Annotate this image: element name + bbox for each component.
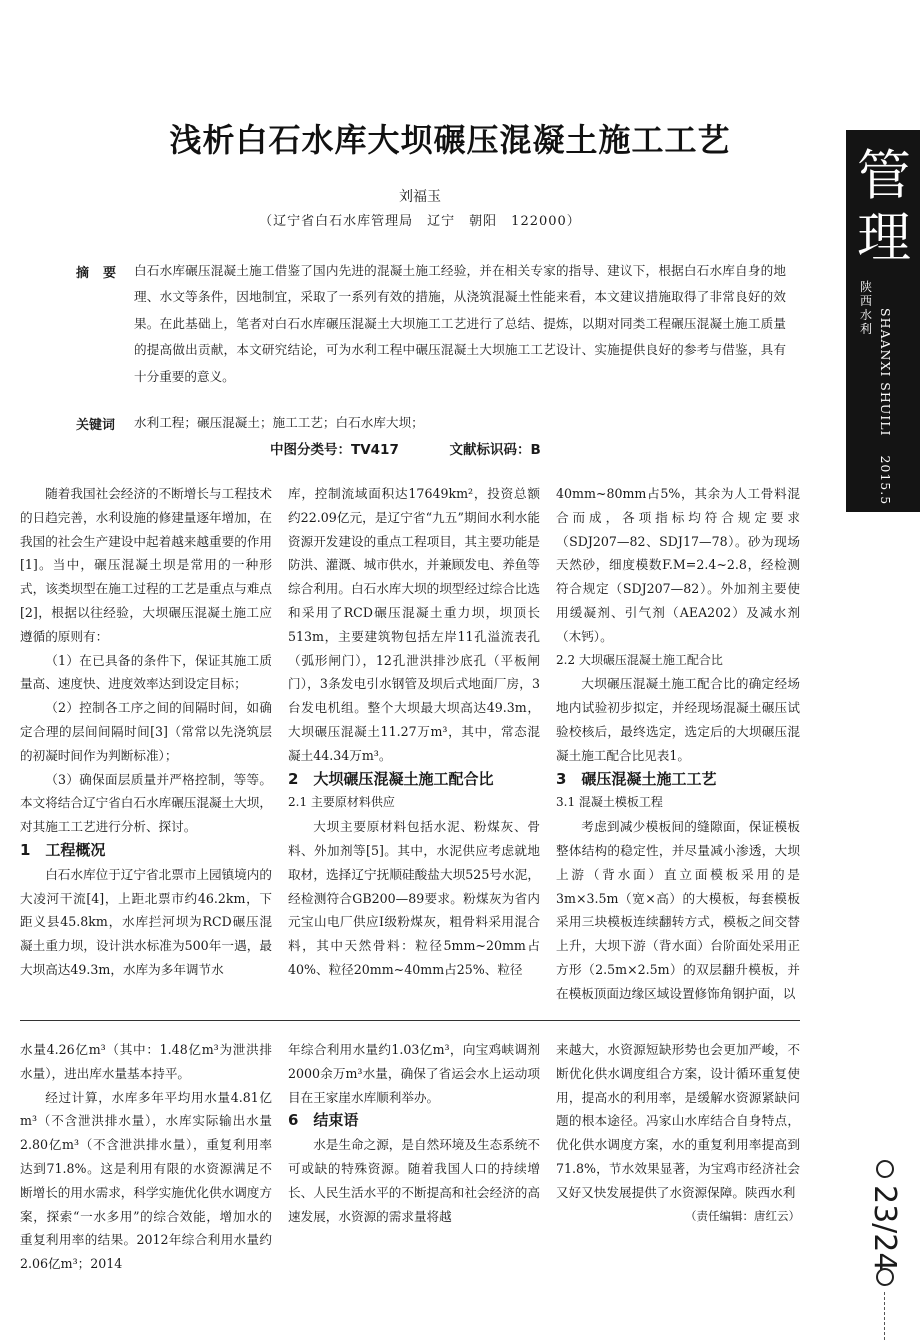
subsection-heading-3-1: 3.1 混凝土模板工程 bbox=[556, 795, 663, 810]
paragraph: 经过计算，水库多年平均用水量4.81亿m³（不含泄洪排水量），水库实际输出水量2.80亿m³（不含泄洪排水量），重复利用率达到71.8%。这是利用有限的水资源满足不断增长的用水需求，科学实施优化供水调度方案，探索“一水多用”的综合效能，增加水的重复利用率的结果。2012年综合利用水量约2.06亿m³；2014 bbox=[20, 1089, 272, 1272]
author: 刘福玉 bbox=[399, 189, 441, 205]
section-heading-6: 6 结束语 bbox=[288, 1111, 359, 1130]
section-heading-1: 1 工程概况 bbox=[20, 840, 106, 859]
journal-en-text: SHAANXI SHUILI bbox=[878, 308, 893, 437]
abstract-label: 摘要 bbox=[76, 266, 131, 281]
bottom-column-1 bbox=[20, 1038, 272, 1276]
bottom-column-2 bbox=[288, 1038, 540, 1228]
paragraph: 白石水库位于辽宁省北票市上园镇境内的大凌河干流[4]，上距北票市约46.2km，下距义县45.8km，水库拦河坝为RCD碾压混凝土重力坝，设计洪水标准为500年一遇，最大坝高达49.3m，水库为多年调节水 bbox=[20, 866, 272, 977]
clc-number: 中图分类号：TV417 bbox=[270, 442, 399, 458]
journal-char: 西 bbox=[859, 294, 872, 308]
keywords-label: 关键词 bbox=[76, 418, 116, 433]
paragraph: 考虑到减少模板间的缝隙面，保证模板整体结构的稳定性，并尽量减小渗透，大坝上游（背水面）直立面模板采用的是3m×3.5m（宽×高）的大模板，每套模板采用三块模板连续翻转方式，模板之间交替上升，大坝下游（背水面）台阶面处采用正方形（2.5m×2.5m）的双层翻升模板，并在模板顶面边缘区域设置修饰角钢护面，以 bbox=[556, 819, 800, 1001]
body-column-2 bbox=[288, 482, 540, 982]
editor-note: （责任编辑：唐红云） bbox=[685, 1208, 800, 1223]
circle-marker-icon bbox=[876, 1268, 894, 1286]
paragraph: 随着我国社会经济的不断增长与工程技术的日趋完善，水利设施的修建量逐年增加，在我国的社会生产建设中起着越来越重要的作用[1]。当中，碾压混凝土坝是常用的一种形式，该类坝型在施工过程的工艺是重点与难点[2]，根据以往经验，大坝碾压混凝土施工应遵循的原则有： bbox=[20, 486, 272, 644]
classification-line bbox=[270, 438, 541, 458]
journal-name-cn bbox=[856, 280, 876, 336]
paragraph: 库，控制流域面积达17649km²，投资总额约22.09亿元，是辽宁省“九五”期间水利水能资源开发建设的重点工程项目，其主要功能是防洪、灌溉、城市供水，并兼顾发电、养鱼等综合利用。白石水库大坝的坝型经过综合比选和采用了RCD碾压混凝土重力坝，坝顶长513m，主要建筑物包括左岸11孔溢流表孔（弧形闸门），12孔泄洪排沙底孔（平板闸门），3条发电引水钢管及坝后式地面厂房，3台发电机组。整个大坝最大坝高达49.3m，大坝碾压混凝土11.27万m³，其中，常态混凝土44.34万m³。 bbox=[288, 486, 540, 763]
paragraph: 40mm~80mm占5%，其余为人工骨料混合而成，各项指标均符合规定要求（SDJ207—82、SDJ17—78）。砂为现场天然砂，细度模数F.M=2.4~2.8，经检测符合规定（SDJ207—82）。外加剂主要使用缓凝剂、引气剂（AEA202）及减水剂（木钙）。 bbox=[556, 486, 800, 644]
paragraph: 水量4.26亿m³（其中：1.48亿m³为泄洪排水量），进出库水量基本持平。 bbox=[20, 1042, 272, 1081]
document-code: 文献标识码：B bbox=[449, 442, 541, 458]
cut-line bbox=[884, 1292, 885, 1340]
subsection-heading-2-1: 2.1 主要原材料供应 bbox=[288, 795, 395, 810]
paragraph: 大坝主要原材料包括水泥、粉煤灰、骨料、外加剂等[5]。其中，水泥供应考虑就地取材，选择辽宁抚顺硅酸盐大坝525号水泥，经检测符合GB200—89要求。粉煤灰为省内元宝山电厂供应Ⅰ级粉煤灰，粗骨料采用混合料，其中天然骨料：粒径5mm~20mm占40%、粒径20mm~40mm占25%、粒径 bbox=[288, 819, 540, 977]
keywords-text: 水利工程；碾压混凝土；施工工艺；白石水库大坝； bbox=[134, 415, 424, 430]
paragraph: 来越大，水资源短缺形势也会更加严峻，不断优化供水调度组合方案，设计循环重复使用，提高水的利用率，是缓解水资源紧缺问题的根本途径。冯家山水库结合自身特点，优化供水调度方案，水的重复利用率提高到71.8%，节水效果显著，为宝鸡市经济社会又好又快发展提供了水资源保障。陕西水利 bbox=[556, 1042, 800, 1200]
journal-name-en bbox=[878, 308, 893, 548]
affiliation: （辽宁省白石水库管理局 辽宁 朝阳 122000） bbox=[259, 214, 581, 229]
paragraph: 水是生命之源，是自然环境及生态系统不可或缺的特殊资源。随着我国人口的持续增长、人民生活水平的不断提高和社会经济的高速发展，水资源的需求量将越 bbox=[288, 1137, 540, 1224]
bottom-column-3 bbox=[556, 1038, 800, 1228]
paragraph: （1）在已具备的条件下，保证其施工质量高、速度快、进度效率达到设定目标； bbox=[20, 652, 272, 692]
section-heading-2: 2 大坝碾压混凝土施工配合比 bbox=[288, 769, 494, 788]
abstract-text: 白石水库碾压混凝土施工借鉴了国内先进的混凝土施工经验，并在相关专家的指导、建议下，根据白石水库自身的地理、水文等条件，因地制宜，采取了一系列有效的措施，从浇筑混凝土性能来看，本文建议措施取得了非常良好的效果。在此基础上，笔者对白石水库碾压混凝土大坝施工工艺进行了总结、提炼，以期对同类工程碾压混凝土施工质量的提高做出贡献，本文研究结论，可为水利工程中碾压混凝土大坝施工工艺设计、实施提供良好的参考与借鉴，具有十分重要的意义。 bbox=[134, 263, 786, 384]
section-char-1: 管 bbox=[857, 144, 911, 207]
article-title: 浅析白石水库大坝碾压混凝土施工工艺 bbox=[169, 121, 731, 159]
body-column-3 bbox=[556, 482, 800, 1006]
paragraph: 大坝碾压混凝土施工配合比的确定经场地内试验初步拟定，并经现场混凝土碾压试验校核后，最终选定，选定后的大坝碾压混凝土施工配合比见表1。 bbox=[556, 676, 800, 763]
issue-number: 2015.5 bbox=[878, 455, 893, 506]
paragraph: （2）控制各工序之间的间隔时间，如确定合理的层间间隔时间[3]（常常以先浇筑层的初凝时间作为判断标准）； bbox=[20, 700, 272, 763]
circle-marker-icon bbox=[876, 1160, 894, 1178]
section-tab bbox=[846, 130, 920, 512]
subsection-heading-2-2: 2.2 大坝碾压混凝土施工配合比 bbox=[556, 652, 723, 667]
journal-char: 陕 bbox=[859, 280, 872, 294]
paragraph: （3）确保面层质量并严格控制，等等。本文将结合辽宁省白石水库碾压混凝土大坝，对其施工工艺进行分析、探讨。 bbox=[20, 771, 272, 835]
page-number: 23/24 bbox=[867, 1185, 902, 1272]
journal-char: 利 bbox=[859, 322, 872, 336]
section-char-2: 理 bbox=[857, 206, 911, 269]
journal-char: 水 bbox=[859, 308, 872, 322]
section-heading-3: 3 碾压混凝土施工工艺 bbox=[556, 769, 717, 788]
paragraph: 年综合利用水量约1.03亿m³，向宝鸡峡调剂2000余万m³水量，确保了省运会水上运动项目在王家崖水库顺利举办。 bbox=[288, 1042, 540, 1105]
body-column-1 bbox=[20, 482, 272, 982]
article-divider bbox=[20, 1020, 800, 1021]
